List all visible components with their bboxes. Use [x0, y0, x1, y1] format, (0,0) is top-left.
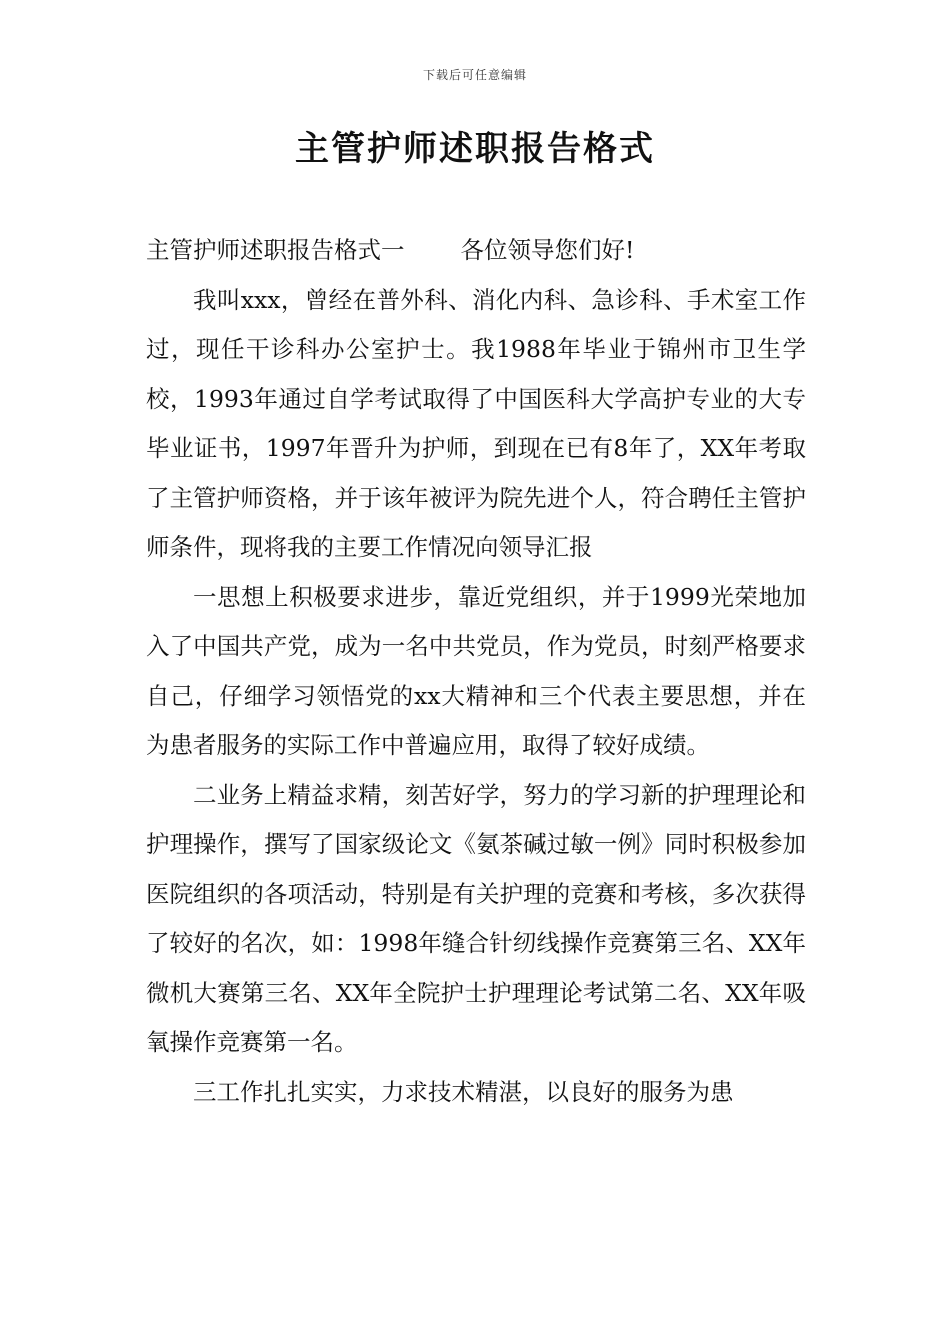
opening-greeting: 各位领导您们好!	[460, 236, 635, 264]
opening-heading: 主管护师述职报告格式一	[146, 236, 405, 264]
document-body	[146, 226, 806, 1117]
paragraph-business: 二业务上精益求精，刻苦好学，努力的学习新的护理理论和护理操作，撰写了国家级论文《氨茶碱过敏一例》同时积极参加医院组织的各项活动，特别是有关护理的竞赛和考核，多次获得了较好的名次，如：1998年缝合针纫线操作竞赛第三名、XX年微机大赛第三名、XX年全院护士护理理论考试第二名、XX年吸氧操作竞赛第一名。	[146, 780, 806, 1056]
opening-line	[146, 226, 806, 276]
paragraph-work: 三工作扎扎实实，力求技术精湛，以良好的服务为患	[193, 1077, 734, 1106]
paragraph-intro: 我叫xxx，曾经在普外科、消化内科、急诊科、手术室工作过，现任干诊科办公室护士。我1988年毕业于锦州市卫生学校，1993年通过自学考试取得了中国医科大学高护专业的大专毕业证书，1997年晋升为护师，到现在已有8年了，XX年考取了主管护师资格，并于该年被评为院先进个人，符合聘任主管护师条件，现将我的主要工作情况向领导汇报	[146, 285, 806, 561]
document-title: 主管护师述职报告格式	[295, 129, 655, 169]
header-note: 下载后可任意编辑	[422, 68, 527, 82]
paragraph-thought: 一思想上积极要求进步，靠近党组织，并于1999光荣地加入了中国共产党，成为一名中共党员，作为党员，时刻严格要求自己，仔细学习领悟党的xx大精神和三个代表主要思想，并在为患者服务的实际工作中普遍应用，取得了较好成绩。	[146, 582, 806, 759]
